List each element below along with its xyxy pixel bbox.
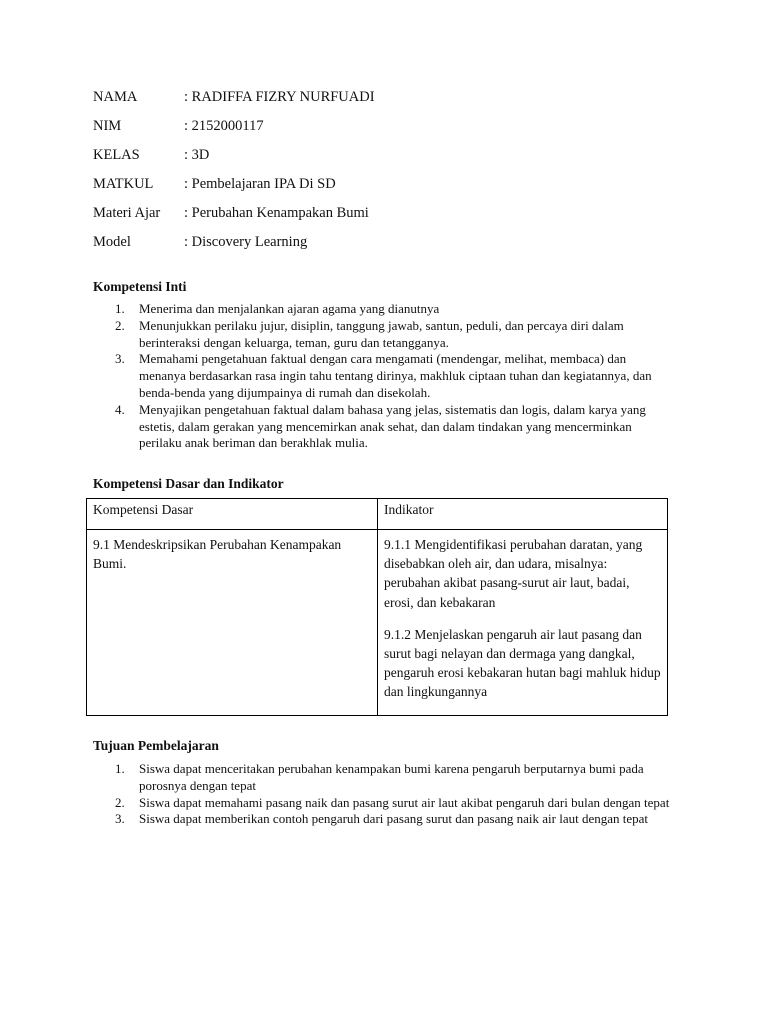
identity-value: : 3D — [184, 147, 210, 163]
list-item — [93, 811, 673, 828]
identity-row-matkul — [93, 174, 673, 203]
list-number: 1. — [115, 761, 125, 776]
list-text: Memahami pengetahuan faktual dengan cara mengamati (mendengar, melihat, membaca) dan menanya berdasarkan rasa ingin tahu tentang dirinya, makhluk ciptaan tuhan dan kegiatannya, dan benda-benda yang dijumpainya di rumah dan disekolah. — [139, 351, 652, 400]
tujuan-heading: Tujuan Pembelajaran — [93, 738, 219, 753]
list-text: Menyajikan pengetahuan faktual dalam bahasa yang jelas, sistematis dan logis, dalam karya yang estetis, dalam gerakan yang mencemirkan anak sehat, dan dalam tindakan yang mencerminkan perilaku anak beriman dan berakhlak mulia. — [139, 401, 646, 451]
identity-label: NIM — [93, 118, 122, 134]
kompetensi-dasar-heading: Kompetensi Dasar dan Indikator — [93, 476, 284, 491]
identity-value: : Discovery Learning — [184, 234, 308, 250]
identity-value: : RADIFFA FIZRY NURFUADI — [184, 89, 375, 105]
kompetensi-inti-heading: Kompetensi Inti — [93, 279, 187, 294]
identity-label: NAMA — [93, 89, 138, 105]
kd-cell — [87, 530, 378, 716]
list-text: Menerima dan menjalankan ajaran agama yang dianutnya — [139, 301, 440, 316]
identity-value: : Pembelajaran IPA Di SD — [184, 176, 336, 192]
list-number: 4. — [115, 401, 125, 417]
list-number: 2. — [115, 794, 125, 810]
list-item — [93, 301, 673, 318]
indikator-item: 9.1.2 Menjelaskan pengaruh air laut pasang dan surut bagi nelayan dan dermaga yang dangkal, pengaruh erosi kebakaran hutan bagi mahluk hidup dan lingkungannya — [384, 626, 661, 700]
identity-label: MATKUL — [93, 176, 154, 192]
identity-row-materi — [93, 203, 673, 232]
identity-row-kelas — [93, 145, 673, 174]
identity-block — [93, 87, 673, 261]
indikator-item: 9.1.1 Mengidentifikasi perubahan daratan, yang disebabkan oleh air, dan udara, misalnya: perubahan akibat pasang-surut air laut, badai, erosi, dan kebakaran — [384, 537, 643, 610]
list-number: 3. — [115, 811, 125, 827]
identity-row-nim — [93, 116, 673, 145]
identity-label: Model — [93, 234, 131, 250]
list-item — [93, 318, 673, 352]
list-text: Siswa dapat menceritakan perubahan kenampakan bumi karena pengaruh berputarnya bumi pada porosnya dengan tepat — [139, 761, 644, 793]
list-item — [93, 761, 673, 795]
table-header-row — [87, 499, 668, 530]
kompetensi-dasar-table — [86, 498, 668, 716]
list-number: 2. — [115, 317, 125, 333]
identity-label: Materi Ajar — [93, 205, 161, 221]
table-row — [87, 530, 668, 716]
identity-row-model — [93, 232, 673, 261]
list-item — [93, 402, 673, 452]
list-text: Siswa dapat memberikan contoh pengaruh dari pasang surut dan pasang naik air laut dengan tepat — [139, 811, 649, 827]
identity-value: : Perubahan Kenampakan Bumi — [184, 205, 369, 221]
list-number: 1. — [115, 301, 125, 316]
list-item — [93, 795, 673, 812]
table-header-indikator: Indikator — [378, 499, 668, 530]
kd-text: 9.1 Mendeskripsikan Perubahan Kenampakan Bumi. — [93, 537, 342, 572]
identity-row-nama — [93, 87, 673, 116]
identity-value: : 2152000117 — [184, 118, 264, 134]
identity-label: KELAS — [93, 147, 140, 163]
list-text: Menunjukkan perilaku jujur, disiplin, tanggung jawab, santun, peduli, dan percaya diri dalam berinteraksi dengan keluarga, teman, guru dan tetangganya. — [139, 317, 624, 350]
kompetensi-inti-list — [93, 301, 673, 452]
list-text: Siswa dapat memahami pasang naik dan pasang surut air laut akibat pengaruh dari bulan dengan tepat — [139, 794, 670, 810]
tujuan-list — [93, 761, 673, 828]
list-number: 3. — [115, 351, 125, 367]
indikator-cell — [378, 530, 668, 716]
table-header-kompetensi-dasar: Kompetensi Dasar — [87, 499, 378, 530]
list-item — [93, 351, 673, 401]
